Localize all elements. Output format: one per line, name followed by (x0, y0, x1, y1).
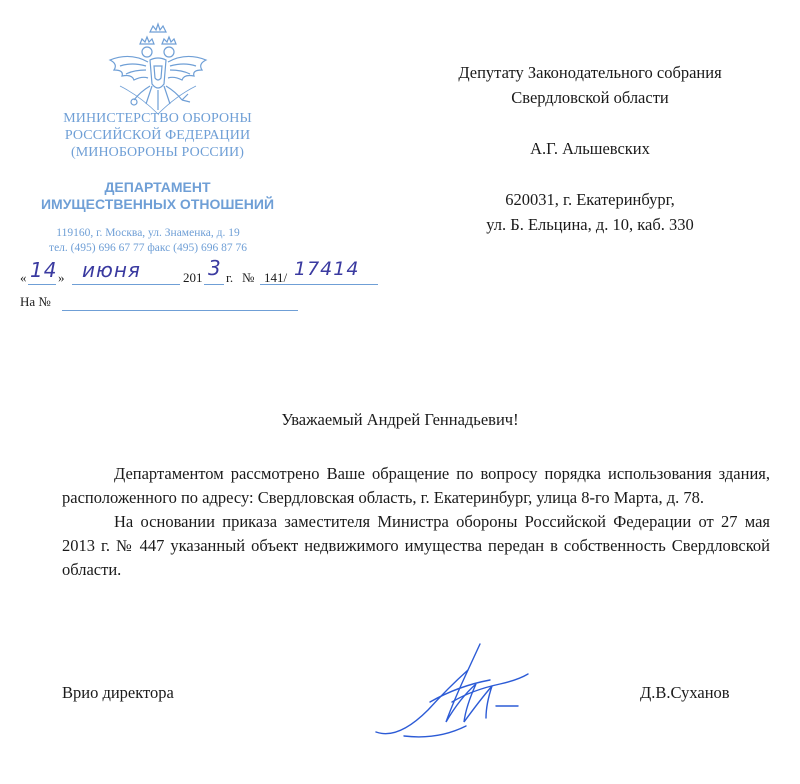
sender-address (18, 226, 278, 256)
ministry-line: (МИНОБОРОНЫ РОССИИ) (70, 145, 245, 160)
ministry-line: РОССИЙСКОЙ ФЕДЕРАЦИИ (64, 128, 251, 143)
number-handwritten: 17414 (294, 258, 360, 280)
quote-open: « (20, 270, 27, 285)
recipient-name: А.Г. Альшевских (530, 139, 650, 158)
registration-month: июня (82, 258, 141, 282)
department-line: ДЕПАРТАМЕНТ (104, 179, 211, 195)
address-line: 119160, г. Москва, ул. Знаменка, д. 19 (56, 227, 240, 239)
address-line: тел. (495) 696 67 77 факс (495) 696 87 76 (49, 242, 247, 254)
number-label: № (242, 270, 255, 285)
handwritten-signature-icon (368, 640, 538, 745)
department-line: ИМУЩЕСТВЕННЫХ ОТНОШЕНИЙ (40, 196, 275, 212)
ministry-line: МИНИСТЕРСТВО ОБОРОНЫ (63, 111, 252, 126)
recipient-address-line: ул. Б. Ельцина, д. 10, каб. 330 (486, 215, 694, 234)
recipient-line: Депутату Законодательного собрания (458, 63, 722, 82)
greeting: Уважаемый Андрей Геннадьевич! (281, 410, 519, 429)
paragraph: Департаментом рассмотрено Ваше обращение по вопросу порядка использования здания, расположенного по адресу: Свердловская область, г. Екатеринбург, улица 8-го Марта, д. 78. (62, 464, 770, 507)
signatory-position: Врио директора (62, 683, 174, 702)
emblem (100, 22, 216, 122)
quote-close: » (58, 270, 65, 285)
department-title (30, 179, 285, 213)
recipient-block (395, 60, 785, 237)
letter-body (62, 462, 770, 582)
double-headed-eagle-icon (100, 22, 216, 122)
signatory-name: Д.В.Суханов (640, 683, 730, 702)
registration-day: 14 (30, 258, 58, 282)
recipient-address-line: 620031, г. Екатеринбург, (505, 190, 675, 209)
year-suffix: 3 (208, 256, 222, 280)
year-prefix: 201 (183, 270, 203, 285)
registration-line (20, 256, 380, 288)
ministry-title (30, 110, 285, 161)
reply-label: На № (20, 294, 51, 309)
year-label: г. (226, 270, 234, 285)
recipient-line: Свердловской области (511, 88, 669, 107)
paragraph: На основании приказа заместителя Министра обороны Российской Федерации от 27 мая 2013 г. № 447 указанный объект недвижимого имущества передан в собственность Свердловской области. (62, 512, 770, 579)
number-typed: 141/ (264, 270, 288, 285)
reply-to-line (20, 294, 310, 314)
signature (368, 640, 538, 745)
